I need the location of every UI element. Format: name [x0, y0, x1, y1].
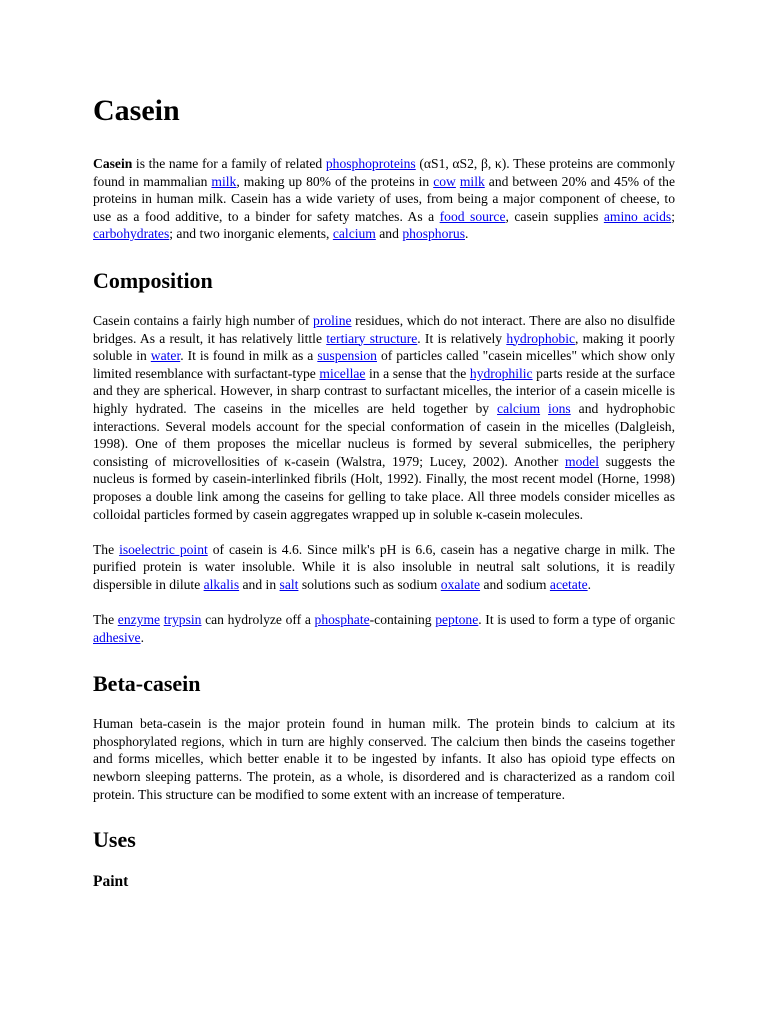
link-ions[interactable]: ions: [548, 400, 571, 416]
text: .: [140, 629, 144, 645]
section-heading-beta-casein: Beta-casein: [93, 671, 201, 697]
text: .: [465, 226, 469, 242]
link-hydrophilic[interactable]: hydrophilic: [469, 365, 533, 381]
section-heading-uses: Uses: [93, 827, 136, 853]
link-alkalis[interactable]: alkalis: [203, 576, 240, 592]
text: ; and two inorganic elements,: [169, 226, 333, 242]
link-tertiary-structure[interactable]: tertiary structure: [326, 330, 418, 346]
section-heading-composition: Composition: [93, 267, 213, 293]
subheading-paint: Paint: [93, 873, 129, 891]
text: of particles called "casein micelles" which show only limited resemblance with surfactant-type: [93, 348, 675, 381]
text: The: [93, 541, 120, 557]
composition-paragraph-3: [93, 611, 675, 646]
intro-paragraph: [93, 155, 675, 243]
text: solutions such as sodium: [298, 576, 441, 592]
link-milk-2[interactable]: milk: [459, 173, 485, 189]
text: -containing: [369, 612, 436, 628]
text: suggests the nucleus is formed by casein-interlinked fibrils (Holt, 1992). Finally, the most recent model (Horne, 1998) proposes a double link among the caseins for gelling to take place. All three models consider micelles as colloidal particles formed by casein aggregates wrapped up in soluble κ-casein molecules.: [93, 453, 675, 522]
intro-bold-term: Casein: [93, 156, 133, 171]
link-suspension[interactable]: suspension: [317, 348, 377, 364]
text: and sodium: [480, 576, 550, 592]
text: ;: [671, 208, 676, 224]
link-micellae[interactable]: micellae: [319, 365, 366, 381]
link-peptone[interactable]: peptone: [435, 612, 479, 628]
text: The: [93, 612, 118, 628]
text: of casein is 4.6. Since milk's pH is 6.6, casein has a negative charge in milk. The purified protein is water insoluble. While it is also insoluble in neutral salt solutions, it is readily dispersible in dilute: [93, 541, 675, 592]
link-water[interactable]: water: [150, 348, 181, 364]
text: . It is found in milk as a: [180, 348, 318, 364]
link-model[interactable]: model: [565, 453, 599, 469]
text: (αS1, αS2, β, κ). These proteins are commonly found in mammalian: [93, 156, 675, 189]
link-milk[interactable]: milk: [211, 173, 237, 189]
link-amino-acids[interactable]: amino acids: [603, 208, 672, 224]
link-phosphate[interactable]: phosphate: [314, 612, 370, 628]
text: and in: [239, 576, 280, 592]
link-isoelectric-point[interactable]: isoelectric point: [119, 541, 208, 557]
link-calcium[interactable]: calcium: [332, 226, 376, 242]
text: Casein contains a fairly high number of: [93, 312, 314, 328]
article: [93, 88, 675, 893]
text: . It is used to form a type of organic: [478, 612, 675, 628]
text: [540, 401, 548, 416]
text: residues, which do not interact. There are also no disulfide bridges. As a result, it has relatively little: [93, 312, 675, 346]
link-phosphoproteins[interactable]: phosphoproteins: [325, 156, 416, 171]
link-food-source[interactable]: food source: [439, 208, 506, 224]
link-acetate[interactable]: acetate: [549, 576, 588, 592]
link-adhesive[interactable]: adhesive: [93, 629, 141, 645]
text: in a sense that the: [365, 365, 470, 381]
link-enzyme[interactable]: enzyme: [117, 612, 161, 628]
link-phosphorus[interactable]: phosphorus: [402, 226, 465, 242]
text: and hydrophobic interactions. Several models account for the special conformation of casein in the micelles (Dalgleish, 1998). One of them proposes the micellar nucleus is formed by several submicelles, the periphery consisting of microvellosities of κ-casein (Walstra, 1979; Lucey, 2002). Another: [93, 400, 675, 469]
link-proline[interactable]: proline: [313, 312, 352, 328]
text: , making it poorly soluble in: [93, 330, 675, 364]
text: , casein supplies: [505, 208, 604, 224]
text: and between 20% and 45% of the proteins in human milk. Casein has a wide variety of uses, from being a major component of cheese, to use as a food additive, to a binder for safety matches. As a: [93, 173, 675, 224]
link-oxalate[interactable]: oxalate: [440, 576, 481, 592]
text: , making up 80% of the proteins in: [236, 173, 434, 189]
link-carbohydrates[interactable]: carbohydrates: [93, 226, 170, 242]
beta-casein-paragraph: Human beta-casein is the major protein found in human milk. The protein binds to calcium at its phosphorylated regions, which in turn are highly conserved. The calcium then binds the caseins together and forms micelles, which better enable it to be ingested by infants. It also has opioid type effects on newborn sleeping patterns. The protein, as a whole, is disordered and is characterized as a random coil protein. This structure can be modified to some extent with an increase of temperature.: [93, 716, 675, 802]
text: can hydrolyze off a: [201, 612, 315, 628]
link-salt[interactable]: salt: [279, 576, 299, 592]
link-cow[interactable]: cow: [433, 173, 456, 189]
link-hydrophobic[interactable]: hydrophobic: [506, 330, 576, 346]
link-trypsin[interactable]: trypsin: [163, 612, 202, 628]
composition-paragraph-2: [93, 541, 675, 594]
composition-paragraph-1: [93, 312, 675, 523]
text: parts reside at the surface and they are spherical. However, in sharp contrast to surfactant micelles, the interior of a casein micelle is highly hydrated. The caseins in the micelles are held together by: [93, 365, 675, 416]
link-calcium-2[interactable]: calcium: [497, 400, 541, 416]
text: .: [587, 576, 592, 592]
page-title: Casein: [93, 94, 180, 127]
text: is the name for a family of related: [132, 156, 326, 171]
text: . It is relatively: [417, 330, 507, 346]
text: and: [375, 226, 403, 242]
